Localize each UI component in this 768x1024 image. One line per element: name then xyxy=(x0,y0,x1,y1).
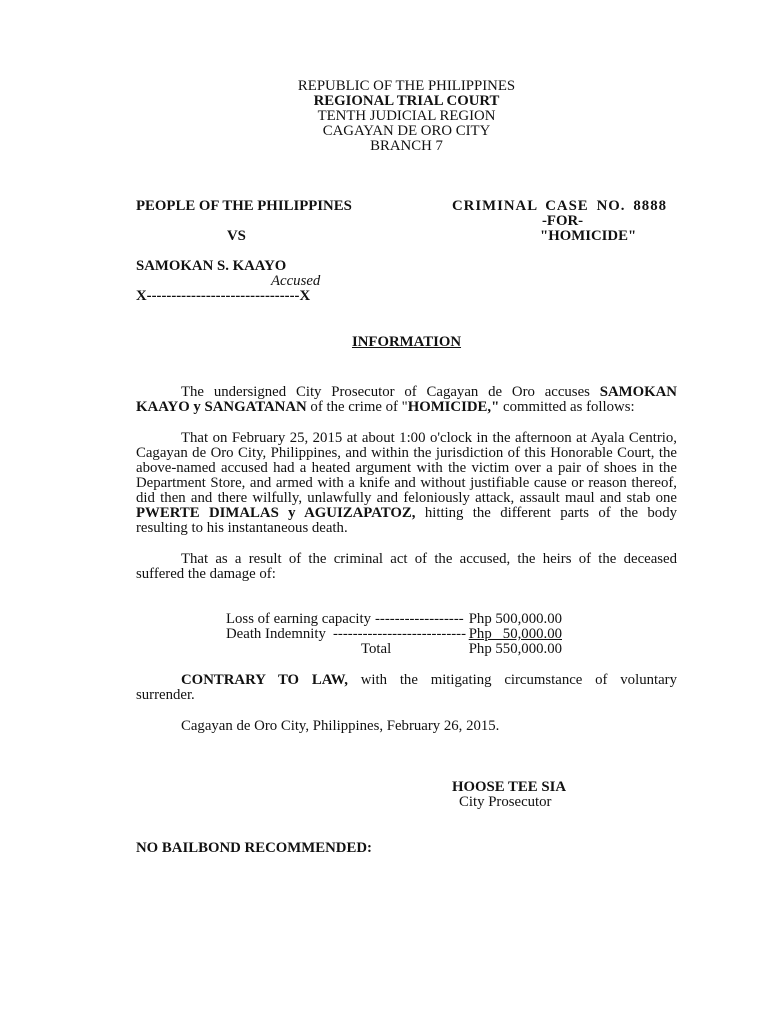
damages-label: Loss of earning capacity xyxy=(226,611,372,627)
paragraph-line: Department Store, and armed with a knife and without justifiable cause or reason thereof, xyxy=(136,475,677,491)
damages-row-earning-capacity xyxy=(0,612,768,627)
victim-name-bold: PWERTE DIMALAS y AGUIZAPATOZ, xyxy=(136,505,416,521)
prosecutor-name: HOOSE TEE SIA xyxy=(452,779,567,795)
place-date-line: Cagayan de Oro City, Philippines, February 26, 2015. xyxy=(181,718,500,734)
paragraph-line xyxy=(136,673,677,688)
paragraph-line: surrender. xyxy=(136,687,195,703)
damages-total-amount: Php 550,000.00 xyxy=(468,641,562,657)
paragraph-contrary-to-law xyxy=(136,673,677,703)
caption-separator: X-------------------------------X xyxy=(136,288,311,304)
case-number: CRIMINAL CASE NO. 8888 xyxy=(452,198,667,214)
crime-name-bold: HOMICIDE," xyxy=(407,399,500,415)
accused-label: Accused xyxy=(271,273,321,289)
line-text: of the crime of " xyxy=(306,399,408,415)
line-text: with the mitigating circumstance of voluntary xyxy=(347,672,677,688)
court-branch: BRANCH 7 xyxy=(370,138,443,154)
offense-name: "HOMICIDE" xyxy=(540,228,637,244)
republic-line: REPUBLIC OF THE PHILIPPINES xyxy=(297,78,516,94)
paragraph-damages-intro xyxy=(136,552,677,582)
paragraph-line xyxy=(136,506,677,521)
accused-name-bold: SAMOKAN xyxy=(599,384,677,400)
paragraph-line: Cagayan de Oro City, Philippines, and within the jurisdiction of this Honorable Court, the xyxy=(136,445,677,461)
document-title xyxy=(136,335,677,350)
paragraph-accusation xyxy=(136,385,677,415)
damages-leader: --------------------------- xyxy=(333,626,467,642)
damages-amount: Php 50,000.00 xyxy=(468,626,562,642)
place-and-date xyxy=(136,719,677,734)
damages-row-total xyxy=(0,642,768,657)
judicial-region: TENTH JUDICIAL REGION xyxy=(317,108,496,124)
line-text: The undersigned City Prosecutor of Cagayan de Oro accuses xyxy=(181,384,600,400)
document-title-text: INFORMATION xyxy=(351,334,462,350)
paragraph-line: That as a result of the criminal act of the accused, the heirs of the deceased xyxy=(181,551,677,567)
damages-label: Death Indemnity xyxy=(226,626,326,642)
paragraph-line: did then and there wilfully, unlawfully and feloniously attack, assault maul and stab one xyxy=(136,490,677,506)
paragraph-line xyxy=(136,400,677,415)
paragraph-line: That on February 25, 2015 at about 1:00 o'clock in the afternoon at Ayala Centrio, xyxy=(181,430,677,446)
damages-row-death-indemnity xyxy=(0,627,768,642)
for-label: -FOR- xyxy=(542,213,584,229)
paragraph-line: above-named accused had a heated argument with the victim over a pair of shoes in the xyxy=(136,460,677,476)
damages-leader: ------------------ xyxy=(375,611,464,627)
plaintiff-name: PEOPLE OF THE PHILIPPINES xyxy=(136,198,352,214)
accused-name-bold: KAAYO y SANGATANAN xyxy=(136,399,307,415)
paragraph-line: resulting to his instantaneous death. xyxy=(136,520,348,536)
paragraph-line: suffered the damage of: xyxy=(136,566,276,582)
versus-label: VS xyxy=(227,228,246,244)
accused-name: SAMOKAN S. KAAYO xyxy=(136,258,287,274)
damages-amount: Php 500,000.00 xyxy=(468,611,562,627)
bail-recommendation: NO BAILBOND RECOMMENDED: xyxy=(136,840,372,856)
contrary-to-law-bold: CONTRARY TO LAW, xyxy=(181,672,348,688)
line-text: hitting the different parts of the body xyxy=(415,505,677,521)
paragraph-line xyxy=(136,385,677,400)
damages-table xyxy=(0,612,768,657)
court-header xyxy=(136,79,677,154)
prosecutor-title: City Prosecutor xyxy=(459,794,552,810)
court-name: REGIONAL TRIAL COURT xyxy=(313,93,500,109)
paragraph-facts xyxy=(136,431,677,536)
line-text: committed as follows: xyxy=(499,399,635,415)
court-city: CAGAYAN DE ORO CITY xyxy=(322,123,491,139)
damages-total-label: Total xyxy=(361,641,392,657)
